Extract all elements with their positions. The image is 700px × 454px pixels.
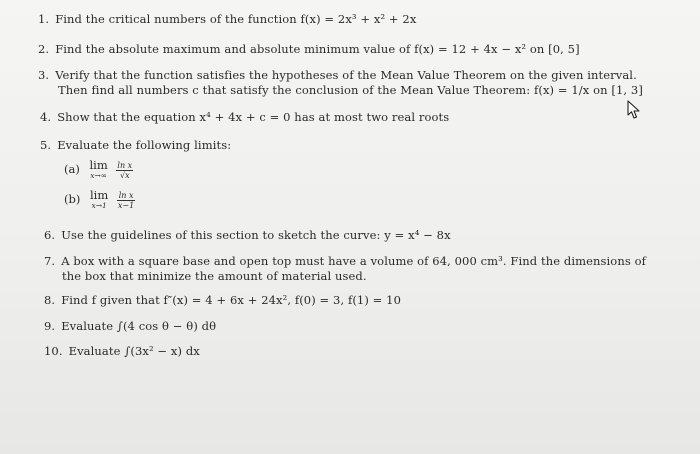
problem-text: Evaluate the following limits: (57, 138, 232, 152)
problem-7-continued (62, 269, 367, 283)
problem-number: 3. (38, 68, 50, 82)
limit-a (64, 160, 133, 180)
problem-5 (40, 138, 231, 152)
problem-number: 7. (44, 254, 56, 268)
problem-7 (44, 254, 646, 268)
problem-1 (38, 12, 416, 26)
problem-3-continued (58, 83, 643, 97)
fraction-numerator: ln x (117, 160, 133, 170)
problem-number: 5. (40, 138, 52, 152)
problem-2 (38, 42, 580, 56)
problem-10 (44, 344, 200, 358)
problem-number: 1. (38, 12, 50, 26)
problem-number: 4. (40, 110, 52, 124)
problem-text: Show that the equation x⁴ + 4x + c = 0 has at most two real roots (57, 110, 450, 124)
problem-number: 10. (44, 344, 63, 358)
lim-text: lim (89, 158, 108, 172)
fraction-denominator: √x (120, 170, 130, 180)
limit-label: (b) (64, 192, 81, 206)
problem-number: 9. (44, 319, 56, 333)
limit-label: (a) (64, 162, 80, 176)
problem-number: 6. (44, 228, 56, 242)
problem-text: Find the absolute maximum and absolute minimum value of f(x) = 12 + 4x − x² on [0, 5] (55, 42, 580, 56)
limit-fraction (117, 191, 135, 210)
mouse-cursor-icon (626, 100, 642, 120)
problem-number: 8. (44, 293, 56, 307)
problem-text: Use the guidelines of this section to sketch the curve: y = x⁴ − 8x (61, 228, 451, 242)
limit-operator (90, 160, 108, 180)
lim-subscript: x→∞ (90, 171, 108, 180)
problem-text: Evaluate ∫(4 cos θ − θ) dθ (61, 319, 217, 333)
fraction-denominator: x−1 (117, 200, 135, 210)
limit-operator (90, 190, 108, 210)
limit-fraction (116, 161, 133, 180)
problem-text: A box with a square base and open top must have a volume of 64, 000 cm³. Find the dimensions of (61, 254, 646, 268)
problem-number: 2. (38, 42, 50, 56)
problem-text: Find f given that f″(x) = 4 + 6x + 24x², f(0) = 3, f(1) = 10 (61, 293, 402, 307)
problem-8 (44, 293, 401, 307)
limit-b (64, 190, 135, 210)
problem-text: Verify that the function satisfies the hypotheses of the Mean Value Theorem on the given interval. (55, 68, 637, 82)
fraction-numerator: ln x (118, 190, 134, 200)
problem-6 (44, 228, 451, 242)
lim-text: lim (90, 188, 109, 202)
problem-9 (44, 319, 216, 333)
problem-text: Then find all numbers c that satisfy the conclusion of the Mean Value Theorem: f(x) = 1/x on [1, 3] (58, 83, 643, 97)
problem-text: the box that minimize the amount of material used. (62, 269, 367, 283)
problem-text: Find the critical numbers of the function f(x) = 2x³ + x² + 2x (55, 12, 417, 26)
problem-3 (38, 68, 637, 82)
problem-text: Evaluate ∫(3x² − x) dx (68, 344, 200, 358)
problem-4 (40, 110, 449, 124)
lim-subscript: x→1 (91, 201, 107, 210)
